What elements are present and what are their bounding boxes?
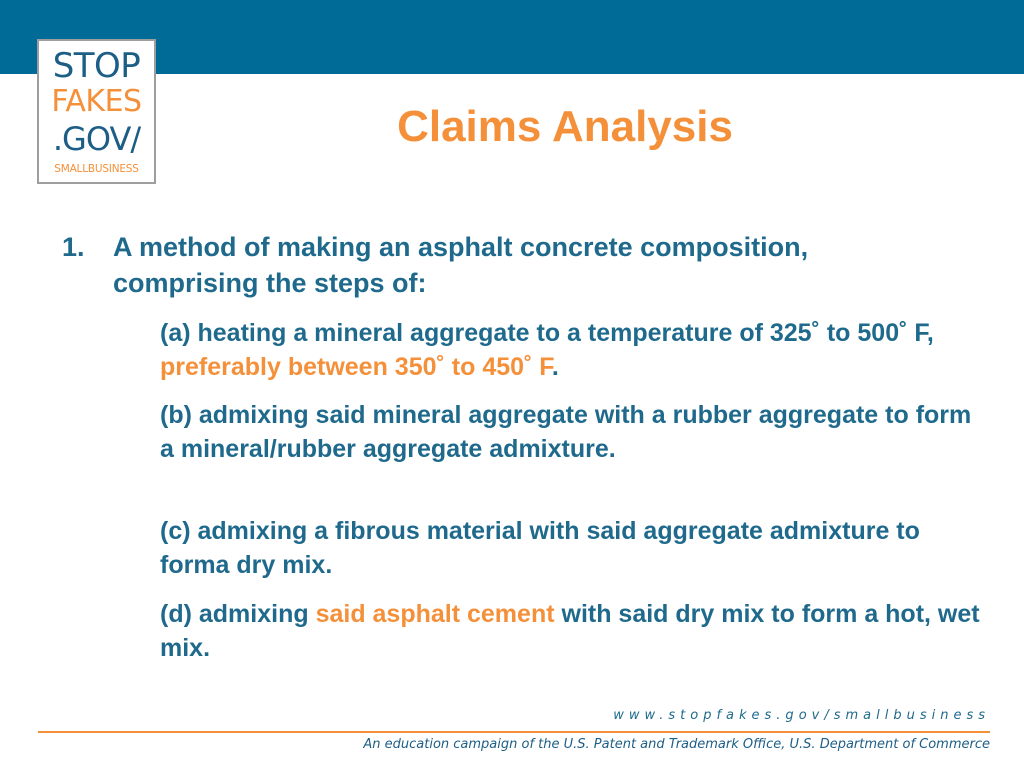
logo-line-stop: STOP: [52, 46, 141, 86]
claim-step-a: [160, 316, 980, 384]
step-a-highlight: preferably between 350˚ to 450˚ F: [160, 353, 552, 381]
claim-intro: A method of making an asphalt concrete composition, comprising the steps of:: [113, 232, 809, 298]
footer-divider: [38, 731, 990, 733]
logo-line-gov: .GOV/: [52, 120, 141, 158]
stopfakes-logo: [37, 39, 156, 184]
claim-number: 1.: [62, 232, 85, 262]
slide-title: Claims Analysis: [397, 102, 733, 151]
step-d-text: (d) admixing: [160, 600, 316, 628]
claim-step-b: (b) admixing said mineral aggregate with a rubber aggregate to form a mineral/rubber aggregate admixture.: [160, 401, 972, 463]
step-d-highlight: said asphalt cement: [315, 600, 555, 628]
claim-step-d: [160, 597, 980, 665]
footer-campaign-text: An education campaign of the U.S. Patent and Trademark Office, U.S. Department of Commerce: [363, 737, 990, 752]
logo-line-smallbusiness: SMALLBUSINESS: [54, 163, 139, 175]
step-d-end: with said dry mix to form a hot, wet mix.: [160, 600, 980, 662]
claim-step-c: (c) admixing a fibrous material with said aggregate admixture to forma dry mix.: [160, 517, 920, 579]
logo-line-fakes: FAKES: [51, 84, 142, 119]
footer-url: www.stopfakes.gov/smallbusiness: [613, 708, 990, 723]
step-a-text: (a) heating a mineral aggregate to a temperature of 325˚ to 500˚ F,: [160, 319, 934, 347]
step-a-end: .: [551, 353, 559, 381]
